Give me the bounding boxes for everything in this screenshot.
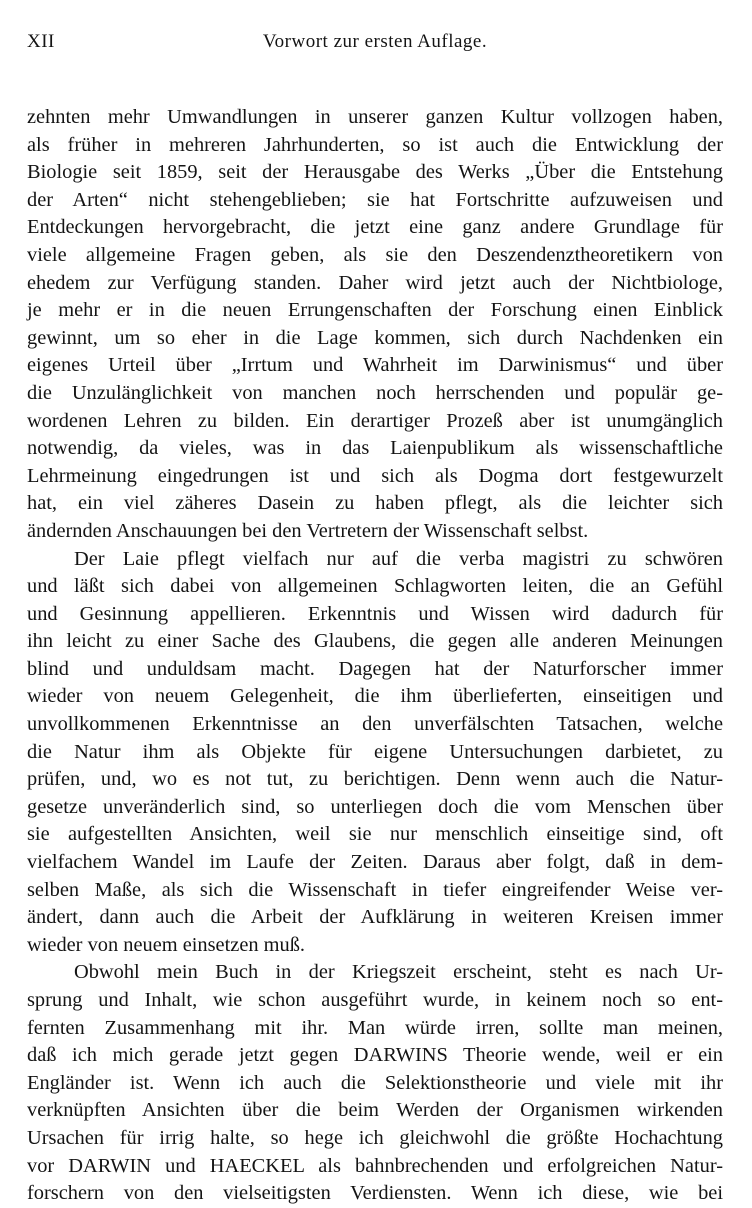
text-line: und läßt sich dabei von allgemeinen Schlagworten leiten, die an Gefühl bbox=[27, 575, 723, 598]
paragraph-3 bbox=[27, 959, 723, 1207]
text-line: wordenen Lehren zu bilden. Ein derartiger Prozeß aber ist unumgänglich bbox=[27, 409, 723, 432]
text-line: und Gesinnung appellieren. Erkenntnis und Wissen wird dadurch für bbox=[27, 602, 723, 625]
text-line: selben Maße, als sich die Wissenschaft in tiefer eingreifender Weise ver- bbox=[27, 878, 723, 901]
text-line: Biologie seit 1859, seit der Herausgabe des Werks „Über die Entstehung bbox=[27, 161, 723, 184]
paragraph-2 bbox=[27, 546, 723, 960]
text-line: der Arten“ nicht stehengeblieben; sie hat Fortschritte aufzuweisen und bbox=[27, 188, 723, 211]
text-line: unvollkommenen Erkenntnisse an den unverfälschten Tatsachen, welche bbox=[27, 713, 723, 736]
text-line: die Unzulänglichkeit von manchen noch herrschenden und populär ge- bbox=[27, 381, 723, 404]
text-line: notwendig, da vieles, was in das Laienpublikum als wissenschaftliche bbox=[27, 437, 723, 460]
paragraph-1 bbox=[27, 104, 723, 546]
text-line: daß ich mich gerade jetzt gegen DARWINS Theorie wende, weil er ein bbox=[27, 1044, 723, 1067]
text-line: blind und unduldsam macht. Dagegen hat der Naturforscher immer bbox=[27, 657, 723, 680]
book-page bbox=[27, 28, 723, 1208]
text-line: sie aufgestellten Ansichten, weil sie nur menschlich einseitige sind, oft bbox=[27, 823, 723, 846]
page-number: XII bbox=[27, 31, 55, 52]
running-title: Vorwort zur ersten Auflage. bbox=[262, 31, 488, 52]
text-line: als früher in mehreren Jahrhunderten, so ist auch die Entwicklung der bbox=[27, 133, 723, 156]
text-line: forschern von den vielseitigsten Verdiensten. Wenn ich diese, wie bei bbox=[27, 1182, 723, 1205]
text-line: prüfen, und, wo es not tut, zu berichtigen. Denn wenn auch die Natur- bbox=[27, 768, 723, 791]
text-line: gewinnt, um so eher in die Lage kommen, sich durch Nachdenken ein bbox=[27, 326, 723, 349]
text-line: viele allgemeine Fragen geben, als sie den Deszendenztheoretikern von bbox=[27, 243, 723, 266]
text-line: Der Laie pflegt vielfach nur auf die verba magistri zu schwören bbox=[74, 547, 723, 570]
text-line: wieder von neuem einsetzen muß. bbox=[27, 933, 306, 956]
text-line: fernten Zusammenhang mit ihr. Man würde irren, sollte man meinen, bbox=[27, 1016, 723, 1039]
text-line: zehnten mehr Umwandlungen in unserer ganzen Kultur vollzogen haben, bbox=[27, 106, 723, 128]
text-line: verknüpften Ansichten über die beim Werden der Organismen wirkenden bbox=[27, 1099, 723, 1122]
running-head bbox=[27, 28, 723, 58]
text-line: sprung und Inhalt, wie schon ausgeführt wurde, in keinem noch so ent- bbox=[27, 989, 723, 1011]
text-line: Ursachen für irrig halte, so hege ich gleichwohl die größte Hochachtung bbox=[27, 1126, 723, 1149]
text-line: vor DARWIN und HAECKEL als bahnbrechenden und erfolgreichen Natur- bbox=[27, 1154, 723, 1177]
text-line: eigenes Urteil über „Irrtum und Wahrheit im Darwinismus“ und über bbox=[27, 354, 723, 377]
text-line: gesetze unveränderlich sind, so unterliegen doch die vom Menschen über bbox=[27, 795, 723, 818]
text-line: Engländer ist. Wenn ich auch die Selektionstheorie und viele mit ihr bbox=[27, 1071, 723, 1094]
text-line: ihn leicht zu einer Sache des Glaubens, die gegen alle anderen Meinungen bbox=[27, 630, 723, 653]
text-line: Obwohl mein Buch in der Kriegszeit erscheint, steht es nach Ur- bbox=[74, 961, 723, 984]
text-line: Entdeckungen hervorgebracht, die jetzt eine ganz andere Grundlage für bbox=[27, 216, 723, 239]
text-line: die Natur ihm als Objekte für eigene Untersuchungen darbietet, zu bbox=[27, 740, 723, 763]
text-line: Lehrmeinung eingedrungen ist und sich als Dogma dort festgewurzelt bbox=[27, 464, 723, 487]
text-line: wieder von neuem Gelegenheit, die ihm überlieferten, einseitigen und bbox=[27, 685, 723, 708]
text-line: hat, ein viel zäheres Dasein zu haben pflegt, als die leichter sich bbox=[27, 492, 723, 515]
text-line: ändert, dann auch die Arbeit der Aufklärung in weiteren Kreisen immer bbox=[27, 906, 723, 929]
text-line: vielfachem Wandel im Laufe der Zeiten. Daraus aber folgt, daß in dem- bbox=[27, 851, 723, 874]
text-line: ändernden Anschauungen bei den Vertretern der Wissenschaft selbst. bbox=[27, 519, 589, 542]
text-line: ehedem zur Verfügung standen. Daher wird jetzt auch der Nichtbiologe, bbox=[27, 271, 723, 294]
text-line: je mehr er in die neuen Errungenschaften der Forschung einen Einblick bbox=[27, 299, 723, 322]
body-text bbox=[27, 104, 723, 1208]
